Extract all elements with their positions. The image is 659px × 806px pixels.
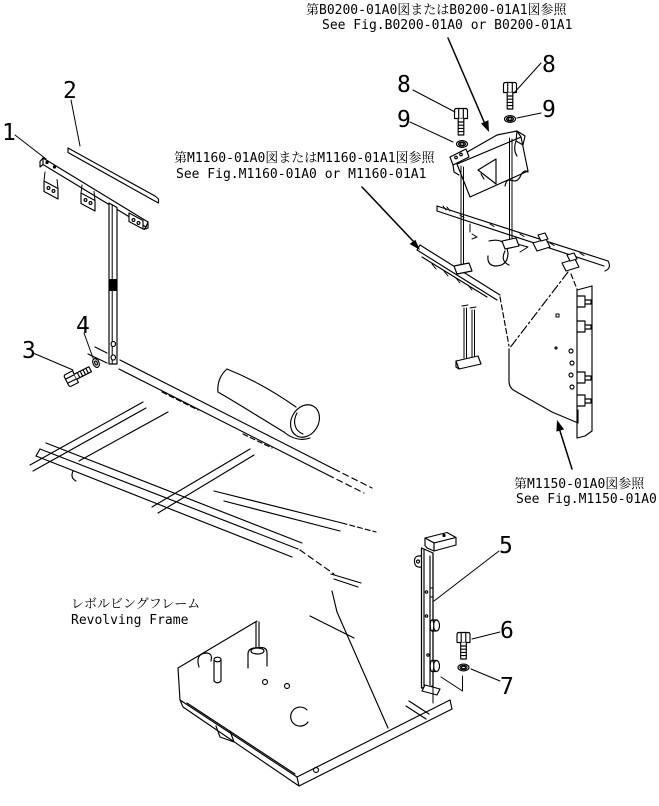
vertical-post [109, 203, 118, 364]
bolt-8-right [504, 83, 517, 110]
callout-4: 4 [76, 313, 90, 339]
ref-b0200-en: See Fig.B0200-01A0 or B0200-01A1 [322, 18, 573, 33]
washer-7 [458, 664, 469, 671]
bolt-8-left [455, 109, 468, 136]
cylinder-on-frame [218, 369, 325, 442]
cover-panel-assembly-drawing [417, 131, 609, 438]
callout-6: 6 [500, 618, 514, 644]
ref-b0200-jp: 第B0200-01A0図またはB0200-01A1図参照 [306, 3, 567, 18]
ref-m1150-en: See Fig.M1150-01A0 [516, 492, 657, 507]
bar-part1 [40, 158, 148, 230]
bolt-3 [64, 363, 94, 387]
revolving-frame-upper-drawing [30, 347, 376, 574]
callout-7: 7 [500, 674, 514, 700]
ref-m1160-jp: 第M1160-01A0図またはM1160-01A1図参照 [174, 151, 435, 166]
callout-5: 5 [499, 533, 513, 559]
callout-8-left: 8 [397, 72, 411, 98]
ref-m1160-en: See Fig.M1160-01A0 or M1160-01A1 [176, 167, 427, 182]
washer-9-left [457, 141, 468, 148]
channel-bracket-part5-drawing [414, 533, 462, 704]
revolving-frame-lower-drawing [178, 574, 452, 786]
lower-cover-panel [456, 272, 592, 438]
hook-curve [198, 653, 212, 667]
frame-label-jp: レボルビングフレーム [71, 597, 201, 612]
callout-8-right: 8 [542, 52, 556, 78]
callout-9-right: 9 [542, 97, 556, 123]
bolt-6 [457, 633, 470, 660]
callout-2: 2 [63, 78, 77, 104]
boss-block [248, 622, 267, 668]
slot-strip [577, 286, 592, 438]
pin-on-plate [214, 657, 221, 683]
reference-arrows [362, 38, 572, 469]
sill-rail [437, 206, 609, 271]
ref-m1150-jp: 第M1150-01A0図参照 [514, 477, 645, 492]
callout-1: 1 [2, 120, 16, 146]
washer-9-right [505, 116, 516, 123]
support-bar-assembly-drawing [40, 148, 159, 364]
callout-9-left: 9 [397, 107, 411, 133]
callout-3: 3 [22, 338, 36, 364]
reference-labels [71, 3, 657, 628]
frame-label-en: Revolving Frame [71, 613, 189, 628]
